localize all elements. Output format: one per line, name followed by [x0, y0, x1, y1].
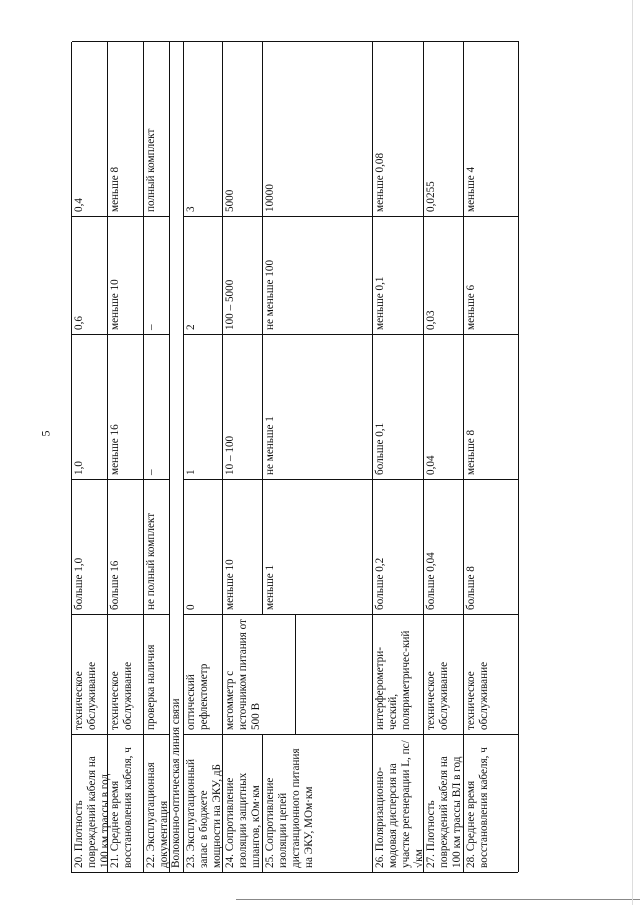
page-number: 5 — [38, 430, 53, 437]
table-cell-value: – — [144, 334, 170, 479]
table-cell-value: 1 — [184, 334, 223, 479]
table-cell-parameter: 25. Сопротивление изоляции цепей дистанционного питания на ЭКУ, МОм·км — [263, 734, 373, 872]
table-cell-value: 5000 — [223, 41, 263, 216]
table-cell-value: меньше 16 — [108, 334, 144, 479]
requirements-table — [71, 42, 518, 873]
table-cell-method: техническое обслуживание — [72, 614, 108, 734]
table-cell-value: не меньше 1 — [263, 334, 373, 479]
table-cell-parameter: 20. Плотность повреждений кабеля на 100 км трассы в год — [72, 734, 108, 872]
table-cell-value: меньше 0,1 — [373, 216, 424, 334]
table-cell-value: 0,03 — [424, 216, 464, 334]
table-cell-value: меньше 0,08 — [373, 41, 424, 216]
table-cell-parameter: 21. Среднее время восстановления кабеля, ч — [108, 734, 144, 872]
table-cell-value: меньше 4 — [464, 41, 519, 216]
table-cell-value: 3 — [184, 41, 223, 216]
section-title: Волоконно-оптическая линия связи — [170, 41, 184, 872]
table-cell-parameter: 22. Эксплуатационная документация — [144, 734, 170, 872]
table-cell-method: оптический рефлектометр — [184, 614, 223, 734]
table-cell-method: интерферометри-ческий, поляриметричес-кий — [373, 614, 424, 734]
table-cell-method: техническое обслуживание — [424, 614, 464, 734]
table-cell-value: 0,04 — [424, 334, 464, 479]
table-cell-value: полный комплект — [144, 41, 170, 216]
table-cell-parameter: 27. Плотность повреждений кабеля на 100 км трассы ВЛ в год — [424, 734, 464, 872]
table-cell-parameter: 26. Поляризационно-модовая дисперсия на участке регенерации L, пс/√км — [373, 734, 424, 872]
table-rotated-frame — [71, 42, 518, 873]
table-cell-method: техническое обслуживание — [108, 614, 144, 734]
table-cell-value: меньше 6 — [464, 216, 519, 334]
table-cell-method: проверка наличия — [144, 614, 170, 734]
table-cell-value: 2 — [184, 216, 223, 334]
table-cell-value: меньше 10 — [108, 216, 144, 334]
scan-edge-line — [236, 899, 640, 900]
table-cell-value: больше 0,1 — [373, 334, 424, 479]
table-cell-parameter: 23. Эксплуатационный запас в бюджете мощности на ЭКУ, дБ — [184, 734, 223, 872]
table-cell-value: 0,0255 — [424, 41, 464, 216]
table-cell-value: 100 – 5000 — [223, 216, 263, 334]
table-cell-value: меньше 8 — [108, 41, 144, 216]
table-cell-value: 0,6 — [72, 216, 108, 334]
table-cell-value: меньше 8 — [464, 334, 519, 479]
table-cell-method: техническое обслуживание — [464, 614, 519, 734]
table-cell-parameter: 24. Сопротивление изоляции защитных шлангов, кОм·км — [223, 734, 263, 872]
table-cell-value: больше 1,0 — [72, 479, 108, 614]
table-cell-parameter: 28. Среднее время восстановления кабеля, ч — [464, 734, 519, 872]
table-cell-value: не полный комплект — [144, 479, 170, 614]
table-cell-value: больше 0,04 — [424, 479, 464, 614]
table-cell-value: 10 – 100 — [223, 334, 263, 479]
table-cell-value: больше 16 — [108, 479, 144, 614]
table-cell-value: не меньше 100 — [263, 216, 373, 334]
table-cell-value: больше 8 — [464, 479, 519, 614]
table-cell-value: – — [144, 216, 170, 334]
table-cell-value: меньше 1 — [263, 479, 373, 614]
table-cell-value: меньше 10 — [223, 479, 263, 614]
scan-edge-line — [632, 0, 633, 905]
table-cell-value: больше 0,2 — [373, 479, 424, 614]
table-cell-value: 0,4 — [72, 41, 108, 216]
table-cell-value: 10000 — [263, 41, 373, 216]
table-cell-value: 0 — [184, 479, 223, 614]
table-cell-value: 1,0 — [72, 334, 108, 479]
table-cell-method: мегомметр с источником питания от 500 В — [223, 614, 296, 734]
table-cell-empty — [296, 614, 373, 734]
